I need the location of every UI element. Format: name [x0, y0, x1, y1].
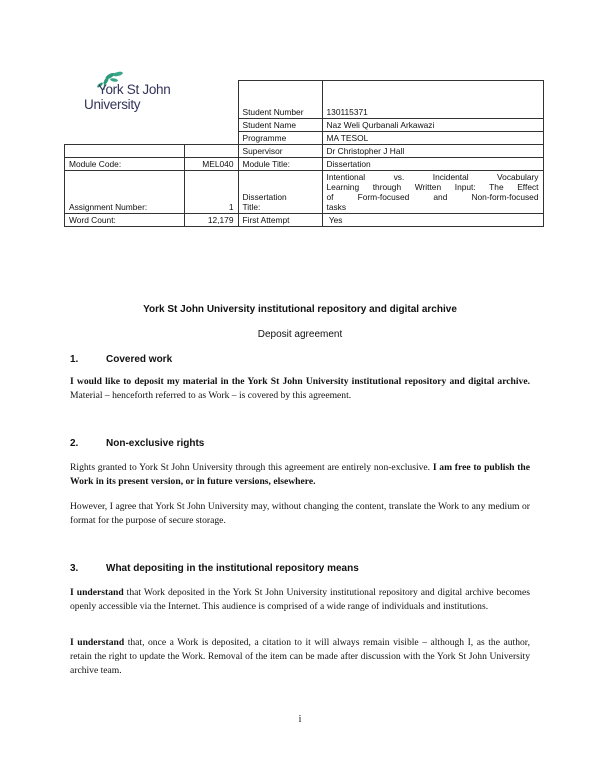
- assignment-info-table: [64, 80, 544, 227]
- student-name-label: Student Name: [238, 119, 322, 132]
- page-subheading: Deposit agreement: [257, 329, 343, 340]
- page-heading: York St John University institutional repository and digital archive: [143, 304, 457, 315]
- section-2-heading: 2. Non-exclusive rights: [70, 438, 205, 449]
- section-1-paragraph: I would like to deposit my material in the York St John University institutional repository and digital archive. Material – henceforth referred to as Work – is covered by this agreement.: [70, 376, 530, 401]
- section-3-paragraph-1: I understand that Work deposited in the York St John University institutional repository and digital archive becomes openly accessible via the Internet. This audience is comprised of a wide range of individuals and institutions.: [70, 587, 530, 612]
- logo-line-2: University: [84, 97, 141, 112]
- section-3-paragraph-2: I understand that, once a Work is deposited, a citation to it will always remain visible – although I, as the author, retain the right to update the Work. Removal of the item can be made after discussion with the York St John University archive team.: [70, 637, 530, 676]
- module-title-value: Dissertation: [322, 158, 543, 171]
- page-number: i: [298, 714, 302, 725]
- module-code-label: Module Code:: [65, 158, 185, 171]
- module-title-label: Module Title:: [238, 158, 322, 171]
- supervisor-label: Supervisor: [238, 145, 322, 158]
- student-number-value: 130115371: [322, 81, 543, 119]
- student-number-label: Student Number: [238, 81, 322, 119]
- student-name-value: Naz Weli Qurbanali Arkawazi: [322, 119, 543, 132]
- section-3-heading: 3. What depositing in the institutional repository means: [70, 563, 359, 574]
- section-2-paragraph-1: Rights granted to York St John University through this agreement are entirely non-exclusive. I am free to publish the Work in its present version, or in future versions, elsewhere.: [70, 462, 531, 487]
- assignment-number-label: Assignment Number:: [65, 171, 185, 214]
- section-2-paragraph-2: However, I agree that York St John University may, without changing the content, translate the Work to any medium or format for the purpose of secure storage.: [70, 501, 530, 526]
- assignment-number-value: 1: [185, 171, 239, 214]
- module-code-value: MEL040: [185, 158, 239, 171]
- programme-value: MA TESOL: [322, 132, 543, 145]
- supervisor-value: Dr Christopher J Hall: [322, 145, 543, 158]
- section-1-heading: 1. Covered work: [70, 354, 173, 365]
- dissertation-title-label: Dissertation Title:: [238, 171, 322, 214]
- attempt-value: Yes: [322, 214, 543, 227]
- dissertation-title-value: Intentional vs. Incidental Vocabulary Learning through Written Input: The Effect of Form-focused and Non-form-focused tasks: [322, 171, 543, 214]
- programme-label: Programme: [238, 132, 322, 145]
- word-count-value: 12,179: [185, 214, 239, 227]
- word-count-label: Word Count:: [65, 214, 185, 227]
- logo-line-1: York St John: [98, 82, 171, 97]
- attempt-label: First Attempt: [238, 214, 322, 227]
